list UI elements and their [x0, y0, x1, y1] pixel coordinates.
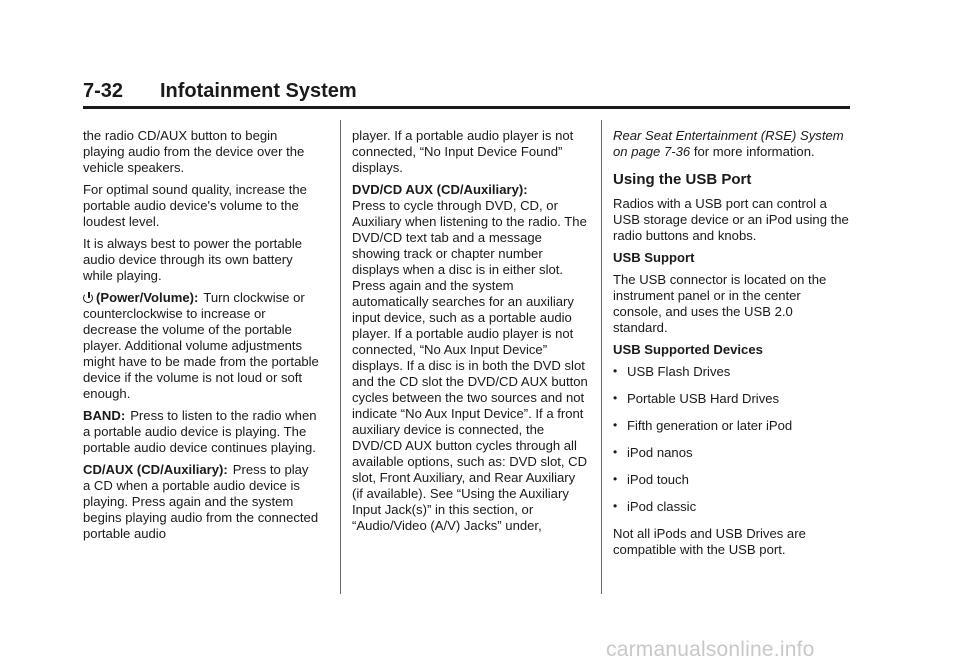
usb-port-heading: Using the USB Port: [613, 171, 752, 188]
list-item: [613, 391, 849, 407]
paragraph: Radios with a USB port can control a USB storage device or an iPod using the radio buttons and knobs.: [613, 196, 849, 243]
cd-aux-text: Press to play a CD when a portable audio device is playing. Press again and the system begins playing audio from the connected portable audio: [83, 462, 319, 541]
cd-aux-label: CD/AUX (CD/Auxiliary):: [83, 462, 228, 477]
paragraph: It is always best to power the portable audio device through its own battery while playing.: [83, 236, 303, 283]
paragraph: Not all iPods and USB Drives are compatible with the USB port.: [613, 526, 806, 557]
section-title: Infotainment System: [160, 80, 357, 102]
list-item: [613, 418, 849, 434]
list-item: [613, 472, 849, 488]
band-text: Press to listen to the radio when a portable audio device is playing. The portable audio device continues playing.: [83, 408, 317, 455]
page-number: 7-32: [83, 80, 124, 102]
column-left: [83, 128, 319, 548]
list-item: [613, 499, 849, 515]
column-right: [613, 128, 849, 564]
usb-devices-heading: USB Supported Devices: [613, 342, 763, 357]
column-divider: [340, 120, 341, 594]
column-middle: [352, 128, 588, 540]
list-item-label: iPod classic: [627, 499, 697, 514]
cd-aux-paragraph: [83, 462, 319, 542]
paragraph: The USB connector is located on the instrument panel or in the center console, and uses the USB 2.0 standard.: [613, 272, 827, 335]
rse-reference-paragraph: [613, 128, 849, 160]
bullet-icon: •: [613, 472, 618, 486]
list-item-label: USB Flash Drives: [627, 364, 731, 379]
usb-support-heading: USB Support: [613, 250, 695, 265]
column-divider: [601, 120, 602, 594]
paragraph: the radio CD/AUX button to begin playing audio from the device over the vehicle speakers.: [83, 128, 305, 175]
power-volume-paragraph: [83, 290, 319, 402]
bullet-icon: •: [613, 391, 618, 405]
paragraph: player. If a portable audio player is not connected, “No Input Device Found” displays.: [352, 128, 574, 175]
list-item-label: Fifth generation or later iPod: [627, 418, 793, 433]
bullet-icon: •: [613, 445, 618, 459]
dvd-cd-aux-text: Press to cycle through DVD, CD, or Auxiliary when listening to the radio. The DVD/CD text tab and a message showing track or chapter number displays when a disc is in either slot. Press again and the system automatically searches for an auxiliary input device, such as a portable audio player. If a portable audio player is not connected, “No Aux Input Device” displays. If a disc is in both the DVD slot and the CD slot the DVD/CD AUX button cycles between the two sources and not indicate “No Aux Input Device”. If a front auxiliary device is connected, the DVD/CD AUX button cycles through all available options, such as: DVD slot, CD slot, Front Auxiliary, and Rear Auxiliary (if available). See “Using the Auxiliary Input Jack(s)” in this section, or “Audio/Video (A/V) Jacks” under,: [352, 198, 588, 533]
list-item: [613, 364, 849, 380]
power-volume-text: Turn clockwise or counterclockwise to increase or decrease the volume of the portable player. Additional volume adjustments might have to be made from the portable device if the volume is not loud or soft enough.: [83, 290, 319, 401]
list-item-label: iPod nanos: [627, 445, 693, 460]
dvd-cd-aux-label: DVD/CD AUX (CD/Auxiliary):: [352, 182, 528, 197]
band-label: BAND:: [83, 408, 126, 423]
bullet-icon: •: [613, 418, 618, 432]
power-volume-label: (Power/Volume):: [96, 290, 199, 305]
list-item: [613, 445, 849, 461]
paragraph: For optimal sound quality, increase the portable audio device's volume to the loudest level.: [83, 182, 307, 229]
power-icon: [83, 292, 94, 303]
usb-devices-list: [613, 364, 849, 515]
rse-reference-rest: for more information.: [690, 144, 815, 159]
rse-reference-link[interactable]: Rear Seat Entertainment (RSE) System on page 7-36: [613, 128, 844, 159]
list-item-label: Portable USB Hard Drives: [627, 391, 780, 406]
bullet-icon: •: [613, 364, 618, 378]
bullet-icon: •: [613, 499, 618, 513]
page-header: [83, 78, 850, 109]
band-paragraph: [83, 408, 319, 456]
watermark: carmanualsonline.info: [606, 638, 815, 661]
list-item-label: iPod touch: [627, 472, 689, 487]
